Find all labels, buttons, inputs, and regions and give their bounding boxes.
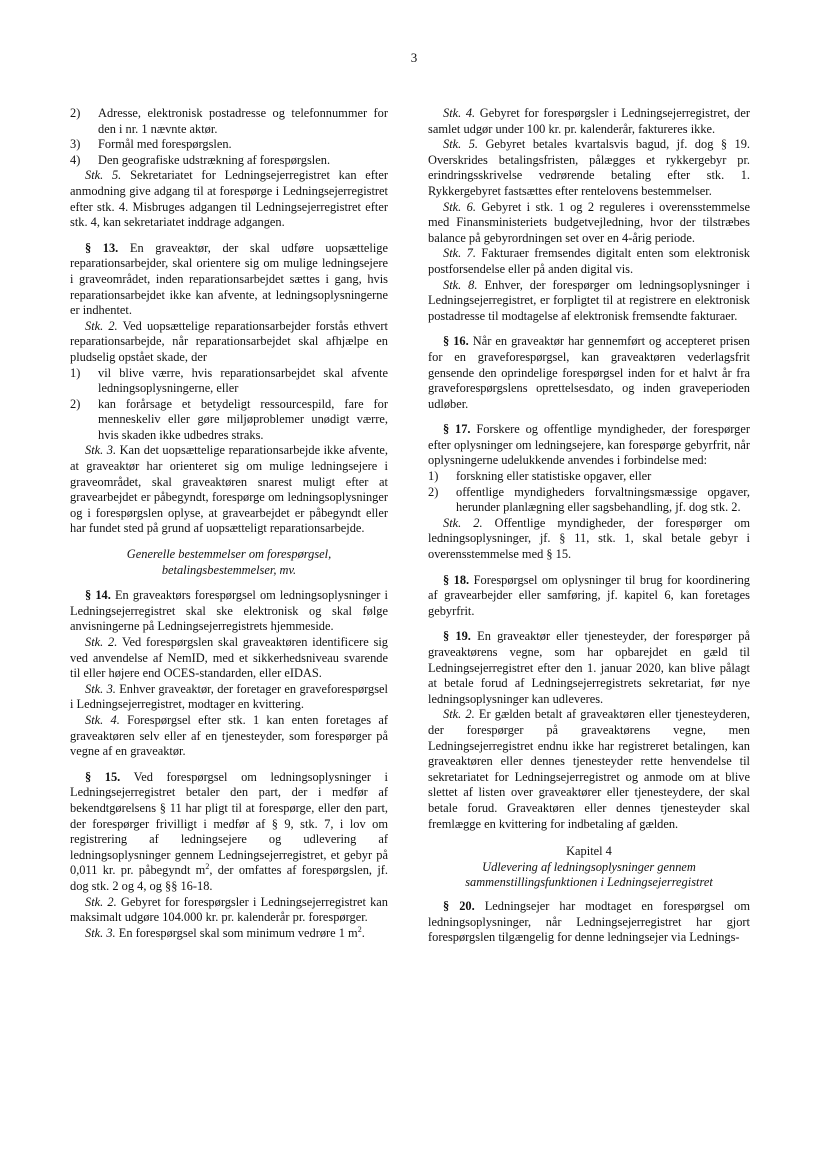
section-20: § 20. Ledningsejer har modtaget en forespørgsel om ledningsoplysninger, når Ledningsejerregistret har gjort forespørgslen tilgængelig for denne ledningsejer via Lednings- <box>428 898 750 945</box>
section-15-stk-4: Stk. 4. Gebyret for forespørgsler i Ledningsejerregistret, der samlet udgør under 100 kr. pr. kalenderår, faktureres ikke. <box>428 106 750 136</box>
section-13-stk-3: Stk. 3. Kan det uopsættelige reparationsarbejde ikke afvente, at graveaktør har orienteret sig om mulige ledningsejere i graveområdet, skal graveaktøren snarest muligt efter at gravearbejdet er påbegyndt, forespørge om ledningsoplysninger og i forespørgslen oplyse, at gravearbejdet er påbegyndt eller har fundet sted på grund af uopsætteligt reparationsarbejde. <box>70 443 388 536</box>
section-15-stk-5: Stk. 5. Gebyret betales kvartalsvis bagud, jf. dog § 19. Overskrides betalingsfristen, pålægges et rykkergebyr pr. erindringsskrivelse vedrørende betaling efter stk. 1. Rykkergebyret fastsættes efter rentelovens bestemmelser. <box>428 137 750 198</box>
section-14-stk-4: Stk. 4. Forespørgsel efter stk. 1 kan enten foretages af graveaktøren selv eller af en tjenesteyder, som forespørger på vegne af en graveaktør. <box>70 712 388 759</box>
section-15: § 15. Ved forespørgsel om ledningsoplysninger i Ledningsejerregistret betaler den part, der i medfør af bekendtgørelsens § 11 har pligt til at forespørge, eller den part, der forespørger frivilligt i medfør af § 9, stk. 7, i lov om registrering af ledningsejere og udlevering af ledningsoplysninger gennem Ledningsejerregistret, et gebyr på 0,011 kr. pr. påbegyndt $m^2$, der omfattes af forespørgslen, jf. dog stk. 2 og 4, og §§ 16-18. <box>70 769 389 893</box>
page-number: 3 <box>410 50 418 65</box>
section-16: § 16. Når en graveaktør har gennemført og accepteret prisen for en graveforespørgsel, kan graveaktøren vederlagsfrit gensende den oprindelige forespørgsel inden for et halvt år fra graveforespørgslens oprettelsesdato, og inden graveperioden udløber. <box>428 334 750 411</box>
list-item: 4) Den geografiske udstrækning af forespørgslen. <box>70 152 331 167</box>
section-14-stk-3: Stk. 3. Enhver graveaktør, der foretager en graveforespørgsel i Ledningsejerregistret, modtager en kvittering. <box>70 681 388 712</box>
section-13: § 13. En graveaktør, der skal udføre uopsættelige reparationsarbejder, skal orientere sig om mulige ledningsejere i graveområdet, inden reparationsarbejdet sættes i gang, hvis reparationsarbejdet ikke kan afvente, at ledningsoplysningerne er indhentet. <box>70 240 389 318</box>
list-item: 2) kan forårsage et betydeligt ressourcespild, fare for menneskeliv eller gøre miljøproblemer unødigt værre, hvis skaden ikke udbedres straks. <box>70 396 388 442</box>
list-item: 1) vil blive værre, hvis reparationsarbejdet skal afvente ledningsoplysningerne, eller <box>70 365 388 396</box>
chapter-subtitle: Udlevering af ledningsoplysninger gennem sammenstillingsfunktionen i Ledningsejerregistret <box>465 859 713 890</box>
section-17-stk-2: Stk. 2. Offentlige myndigheder, der forespørger om ledningsoplysninger, jf. § 11, stk. 1, skal betale gebyr i overensstemmelse med § 15. <box>428 515 750 562</box>
chapter-title: Kapitel 4 <box>566 844 612 859</box>
list-item: 1) forskning eller statistiske opgaver, eller <box>428 469 652 484</box>
section-14-stk-2: Stk. 2. Ved forespørgslen skal graveaktøren identificere sig ved anvendelse af NemID, med et sikkerhedsniveau svarende til eller højere end OCES-standarden, eller eIDAS. <box>70 635 388 681</box>
section-13-stk-2: Stk. 2. Ved uopsættelige reparationsarbejder forstås ethvert reparationsarbejde, når reparationsarbejdet skal afhjælpe en pludselig opstået skade, der <box>70 318 389 364</box>
list-item: 3) Formål med forespørgslen. <box>70 137 232 152</box>
section-17: § 17. Forskere og offentlige myndigheder, der forespørger efter oplysninger om ledningsejere, kan forespørge gebyrfrit, når oplysningerne udelukkende anvendes i forbindelse med: <box>428 422 750 468</box>
section-heading: Generelle bestemmelser om forespørgsel, betalingsbestemmelser, mv. <box>126 547 332 577</box>
section-15-stk-3: Stk. 3. En forespørgsel skal som minimum vedrøre 1 $m^2$. <box>85 924 365 940</box>
section-19: § 19. En graveaktør eller tjenesteyder, der forespørger på graveaktørens vegne, som har opbarejdet en gæld til Ledningsejerregistret efter den 1. januar 2020, kan blive pålagt at betale forud af Ledningsejerregistrets sekretariat, før nye ledningsoplysninger kan udleveres. <box>428 629 750 706</box>
section-15-stk-2: Stk. 2. Gebyret for forespørgsler i Ledningsejerregistret kan maksimalt udgøre 104.000 kr. pr. kalenderår pr. forespørger. <box>70 894 388 925</box>
section-15-stk-6: Stk. 6. Gebyret i stk. 1 og 2 reguleres i overensstemmelse med Finansministeriets budgetvejledning, hvor der tilstræbes balance på gebyrordningen set over en 4-årig periode. <box>428 199 750 245</box>
section-19-stk-2: Stk. 2. Er gælden betalt af graveaktøren eller tjenesteyderen, der forespørger på graveaktørens vegne, men Ledningsejerregistret endnu ikke har registreret betalingen, kan graveaktøren eller dennes tjenesteyder rette henvendelse til sekretariatet for Ledningsejerregistret og anmode om at blive slettet af listen over graveaktører eller tjenesteydere, der skal betale forud. Graveaktøren eller dennes tjenesteyder skal fremlægge en kvittering for indbetaling af gælden. <box>428 707 750 831</box>
section-12-stk-5: Stk. 5. Sekretariatet for Ledningsejerregistret kan efter anmodning give adgang til at forespørge i Ledningsejerregistret efter stk. 4. Misbruges adgangen til Ledningsejerregistret efter stk. 4, kan sekretariatet inddrage adgangen. <box>70 168 388 230</box>
section-18: § 18. Forespørgsel om oplysninger til brug for koordinering af gravearbejder eller samføring, jf. kapitel 6, kan foretages gebyrfrit. <box>428 572 751 618</box>
right-column <box>428 106 750 946</box>
list-item: 2) offentlige myndigheders forvaltningsmæssige opgaver, herunder planlægning eller sagsbehandling, jf. dog stk. 2. <box>428 484 750 515</box>
section-14: § 14. En graveaktørs forespørgsel om ledningsoplysninger i Ledningsejerregistret skal ske elektronisk og skal følge anvisningerne på Ledningsejerregistrets hjemmeside. <box>70 588 388 634</box>
section-15-stk-8: Stk. 8. Enhver, der forespørger om ledningsoplysninger i Ledningsejerregistret, er forpligtet til at registrere en elektronisk postadresse til modtagelse af elektronisk fremsendte fakturaer. <box>428 277 750 323</box>
left-column <box>70 106 388 941</box>
list-item: 2) Adresse, elektronisk postadresse og telefonnummer for den i nr. 1 nævnte aktør. <box>70 106 388 136</box>
section-15-stk-7: Stk. 7. Fakturaer fremsendes digitalt enten som elektronisk postforsendelse eller på anden digital vis. <box>428 246 750 276</box>
